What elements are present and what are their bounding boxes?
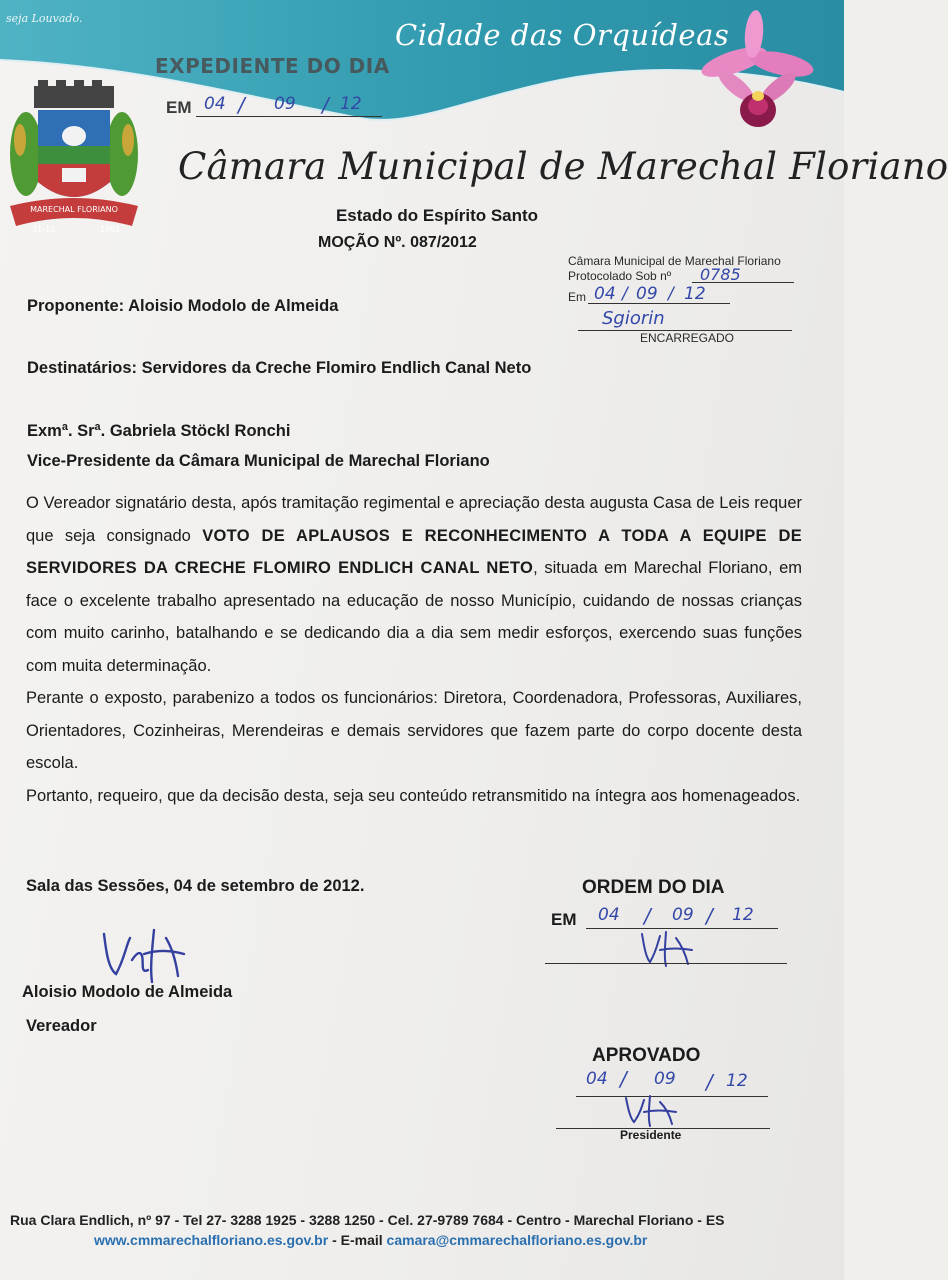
signer-name: Aloisio Modolo de Almeida — [22, 983, 233, 1001]
ordem-do-dia-title: ORDEM DO DIA — [582, 877, 725, 898]
expediente-date-day: 04 — [204, 94, 226, 114]
ordem-signature-line — [545, 963, 787, 964]
coat-left-date: 31-10 — [32, 225, 56, 234]
protocol-signature: Sgiorin — [602, 308, 665, 329]
aprovado-date-sep1: / — [620, 1067, 627, 1091]
protocol-date-sep2: / — [668, 284, 674, 304]
footer-email-link[interactable]: camara@cmmarechalfloriano.es.gov.br — [386, 1232, 648, 1248]
body-paragraph-2: Perante o exposto, parabenizo a todos os funcionários: Diretora, Coordenadora, Professoras, Auxiliares, Orientadores, Cozinheiras, Merendeiras e demais servidores que fazem parte do corpo docente desta escola. — [26, 689, 802, 772]
expediente-stamp-title: EXPEDIENTE DO DIA — [155, 54, 390, 78]
aprovado-date-day: 04 — [586, 1069, 608, 1089]
aprovado-signature-icon — [620, 1092, 686, 1130]
ordem-date-sep1: / — [644, 904, 651, 928]
expediente-date-line — [196, 116, 382, 117]
addressee-title: Vice-Presidente da Câmara Municipal de Marechal Floriano — [27, 452, 490, 470]
chamber-name: Câmara Municipal de Marechal Floriano — [178, 145, 948, 188]
ordem-date-year: 12 — [732, 905, 754, 925]
expediente-date-sep2: / — [322, 93, 329, 117]
protocol-role: ENCARREGADO — [640, 331, 735, 345]
expediente-date-year: 12 — [340, 94, 362, 114]
ordem-em-label: EM — [551, 910, 577, 929]
footer-email-label: - E-mail — [332, 1232, 383, 1248]
coat-ribbon-text: MARECHAL FLORIANO — [30, 205, 118, 214]
expediente-date-month: 09 — [274, 94, 296, 114]
recipients: Destinatários: Servidores da Creche Flomiro Endlich Canal Neto — [27, 359, 532, 377]
protocol-line1: Câmara Municipal de Marechal Floriano — [568, 254, 781, 268]
body-paragraph-3: Portanto, requeiro, que da decisão desta, seja seu conteúdo retransmitido na íntegra aos homenageados. — [26, 786, 801, 805]
proponent: Proponente: Aloisio Modolo de Almeida — [27, 297, 339, 315]
coat-right-year: 1991 — [100, 225, 121, 234]
state-name: Estado do Espírito Santo — [335, 206, 539, 225]
aprovado-title: APROVADO — [592, 1045, 701, 1066]
protocol-date-day: 04 — [594, 284, 616, 304]
protocol-date-year: 12 — [684, 284, 706, 304]
motto-text: seja Louvado. — [6, 12, 83, 25]
motion-body — [26, 487, 802, 812]
signature-icon — [92, 920, 202, 990]
footer-contacts — [94, 1232, 647, 1248]
aprovado-date-sep2: / — [706, 1070, 713, 1094]
ordem-date-day: 04 — [598, 905, 620, 925]
protocol-number: 0785 — [700, 265, 741, 284]
aprovado-role: Presidente — [620, 1128, 682, 1142]
body-paragraph-1: O Vereador signatário desta, após tramitação regimental e apreciação desta augusta Casa de Leis requer que seja consignado VOTO DE APLAUSOS E RECONHECIMENTO A TODA A EQUIPE DE SERVIDORES DA CRECHE FLOMIRO ENDLICH CANAL NETO, situada em Marechal Floriano, em face o excelente trabalho apresentado na educação de nosso Município, cuidando de nossas crianças com muito carinho, batalhando e se dedicando dia a dia sem medir esforços, exercendo suas funções com muita determinação. — [26, 494, 802, 675]
footer-website-link[interactable]: www.cmmarechalfloriano.es.gov.br — [94, 1232, 329, 1248]
protocol-stamp — [568, 254, 781, 284]
motion-number: MOÇÃO Nº. 087/2012 — [318, 234, 477, 251]
session-date: Sala das Sessões, 04 de setembro de 2012. — [26, 877, 365, 895]
aprovado-date-year: 12 — [726, 1071, 748, 1091]
city-slogan: Cidade das Orquídeas — [395, 18, 730, 52]
expediente-date-sep1: / — [238, 93, 245, 117]
protocol-date-sep1: / — [622, 284, 628, 304]
footer-address: Rua Clara Endlich, nº 97 - Tel 27- 3288 1925 - 3288 1250 - Cel. 27-9789 7684 - Centro - Marechal Floriano - ES — [10, 1212, 725, 1228]
body-highlight: VOTO DE APLAUSOS E RECONHECIMENTO A TODA A EQUIPE DE SERVIDORES DA CRECHE FLOMIRO ENDLICH CANAL NETO — [26, 526, 802, 577]
signer-role: Vereador — [26, 1017, 97, 1035]
orchid-icon — [694, 10, 816, 130]
ordem-date-month: 09 — [672, 905, 694, 925]
addressee-name: Exmª. Srª. Gabriela Stöckl Ronchi — [27, 422, 291, 440]
protocol-label: Protocolado Sob nº — [568, 269, 672, 283]
aprovado-date-month: 09 — [654, 1069, 676, 1089]
ordem-date-sep2: / — [706, 904, 713, 928]
expediente-em-label: EM — [166, 98, 192, 117]
protocol-date-month: 09 — [636, 284, 658, 304]
protocol-em-label: Em — [568, 290, 586, 304]
